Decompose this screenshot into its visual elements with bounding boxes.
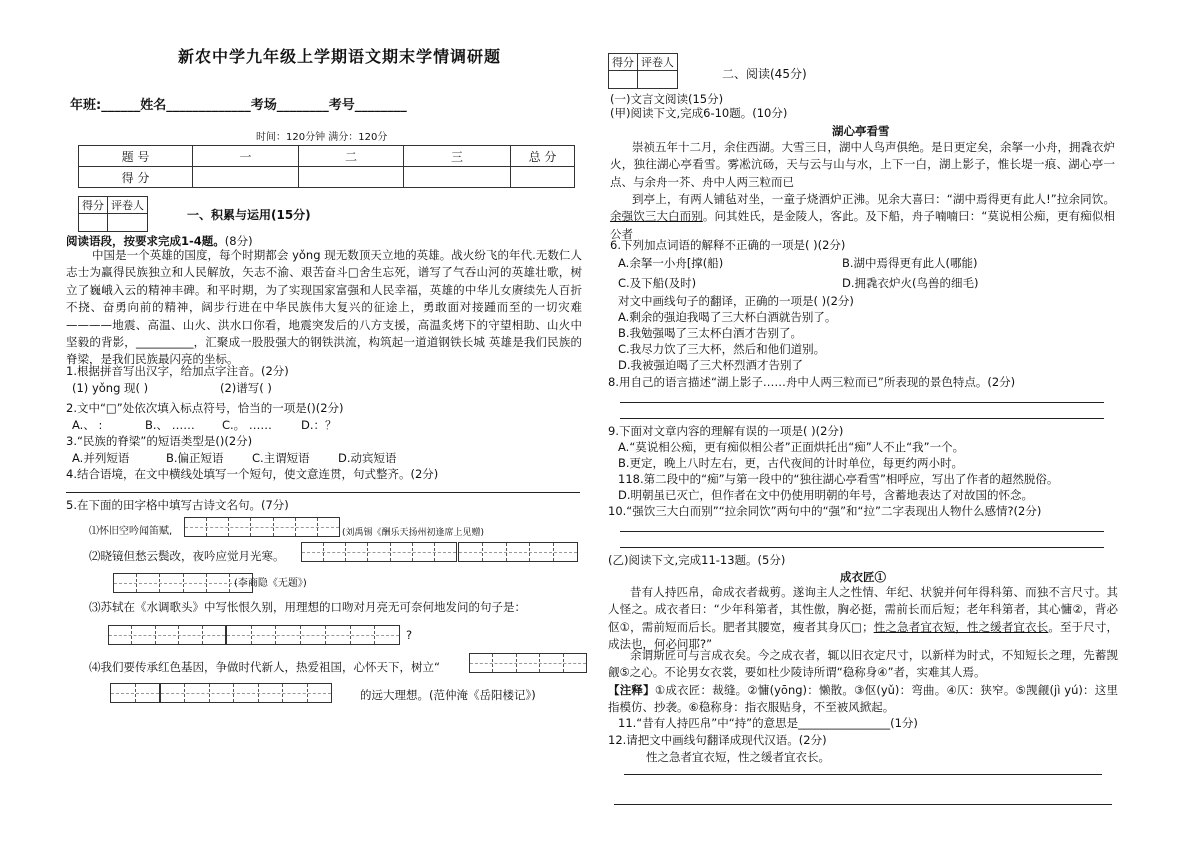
question-5-4-end: 的远大理想。(范仲淹《岳阳楼记》) bbox=[360, 688, 536, 702]
question-1: 1.根据拼音写出汉字，给加点字注音。(2分) bbox=[66, 364, 289, 378]
writing-grid[interactable] bbox=[301, 542, 457, 562]
section2-heading: 二、阅读(45分) bbox=[722, 67, 807, 81]
notes-text: ①成衣匠：裁缝。②慵(yōng)：懒散。③伛(yǔ)：弯曲。④仄：狭窄。⑤觊觎(jì yú)：这里指模仿、抄袭。⑥稳称身：指衣服贴身，不至被风掀起。 bbox=[608, 683, 1118, 715]
option-6c[interactable]: C.及下船(及时) bbox=[618, 276, 697, 290]
score-table bbox=[78, 145, 575, 188]
passage-b-text: 。至于尺寸，成法也，何必问耶?” bbox=[608, 619, 1119, 652]
question-5-1-source: (刘禹锡《酬乐天扬州初逢席上见赠) bbox=[342, 528, 485, 538]
student-info-line: 年班:______姓名_____________考场________考号________ bbox=[70, 98, 407, 113]
question-11: 11.“昔有人持匹帛”中“持”的意思是________________(1分) bbox=[618, 716, 918, 730]
notes-label: 【注释】 bbox=[608, 683, 655, 697]
section1-passage: 中国是一个英雄的国度，每个时期都会 yǒng 现无数顶天立地的英雄。战火纷飞的年代.无数仁人志士为赢得民族独立和人民解放，矢志不渝、艰苦奋斗□舍生忘死，谱写了气吞山河的英雄壮歌，树立了巍峨入云的精神丰碑。和平时期，为了实现国家富强和人民幸福，英雄的中华儿女赓续先人百折不挠、奋勇向前的精神，阔步行进在中华民族伟大复兴的征途上，勇敢面对接踵而至的一切灾难————地震、高温、山火、洪水口你看，地震突发后的八方支援，高温炙烤下的守望相助、山火中坚毅的背影，__________，汇聚成一股股强大的钢铁洪流，构筑起一道道钢铁长城 英雄是我们民族的脊梁，是我们民族最闪亮的坐标。 bbox=[66, 248, 582, 367]
option-3b[interactable]: B.偏正短语 bbox=[166, 451, 224, 465]
writing-grid[interactable] bbox=[110, 683, 160, 703]
scorer-input[interactable] bbox=[79, 214, 108, 232]
score-header-cell: 总 分 bbox=[511, 146, 575, 167]
score-input-cell[interactable] bbox=[404, 167, 511, 188]
score-header-cell: 一 bbox=[193, 146, 299, 167]
option-2a[interactable]: A.、 : bbox=[72, 418, 103, 432]
question-5-2: ⑵晓镜但愁云鬓改，夜吟应觉月光寒。 bbox=[89, 549, 285, 563]
option-7a[interactable]: A.剩余的强迫我喝了三大杯白酒就告别了。 bbox=[618, 310, 837, 324]
question-5-1: ⑴怀旧空吟闻笛赋, bbox=[89, 526, 173, 537]
option-9d[interactable]: D.明朝虽已灭亡，但作者在文中仍使用明朝的年号，含蓄地表达了对故国的怀念。 bbox=[618, 488, 1034, 502]
writing-grid[interactable] bbox=[113, 573, 253, 593]
scorer-box bbox=[608, 53, 678, 89]
question-9: 9.下面对文章内容的理解有误的一项是( )(2分) bbox=[608, 424, 844, 438]
option-3a[interactable]: A.并列短语 bbox=[72, 451, 130, 465]
option-3c[interactable]: C.主谓短语 bbox=[252, 451, 310, 465]
passage-b-paragraph1 bbox=[608, 584, 1118, 654]
answer-line-10[interactable] bbox=[620, 531, 1104, 532]
section1-instruction bbox=[66, 234, 253, 248]
option-9c[interactable]: 118.第二段中的“痴”与第一段中的“独往湖心亭看雪”相呼应，写出了作者的超然脱俗。 bbox=[618, 472, 1059, 486]
underlined-sentence: 性之急者宜衣短，性之缓者宜衣长 bbox=[873, 619, 1049, 634]
question-4: 4.结合语境，在文中横线处填写一个短句，使文意连贯，句式整齐。(2分) bbox=[66, 467, 439, 481]
question-5: 5.在下面的田字格中填写古诗文名句。(7分) bbox=[66, 498, 289, 512]
writing-grid[interactable] bbox=[108, 625, 226, 645]
scorer-box bbox=[78, 196, 148, 232]
passage-a-text: 。问其姓氏，是金陵人，客此。及下船，舟子喃喃曰：“莫说相公痴，更有痴似相公者 bbox=[610, 209, 1115, 241]
score-input-cell[interactable] bbox=[299, 167, 404, 188]
section2-sub1a: (甲)阅读下文,完成6-10题。(10分) bbox=[610, 106, 788, 120]
scorer-label: 得分 bbox=[609, 54, 638, 71]
scorer-label: 评卷人 bbox=[108, 197, 148, 214]
instruction-text: 阅读语段，按要求完成1-4题。 bbox=[66, 234, 225, 248]
answer-line-8[interactable] bbox=[620, 418, 1104, 419]
question-5-3: ⑶苏轼在《水调歌头》中写怅恨久别，用理想的口吻对月亮无可奈何地发问的句子是： bbox=[89, 600, 526, 614]
option-7b[interactable]: B.我勉强喝了三太杯白酒才告别了。 bbox=[618, 326, 803, 340]
page-title: 新农中学九年级上学期语文期末学情调研题 bbox=[178, 47, 502, 66]
question-3: 3.“民族的脊梁”的短语类型是()(2分) bbox=[66, 434, 253, 448]
option-6a[interactable]: A.余拏一小舟[撑(船) bbox=[618, 256, 724, 270]
question-12: 12.请把文中画线句翻译成现代汉语。(2分) bbox=[608, 733, 827, 747]
score-header-cell: 三 bbox=[404, 146, 511, 167]
writing-grid[interactable] bbox=[226, 625, 400, 645]
question-2: 2.文中“□”处依次填入标点符号，恰当的一项是()(2分) bbox=[66, 401, 344, 415]
scorer-input[interactable] bbox=[108, 214, 148, 232]
writing-grid[interactable] bbox=[458, 542, 578, 562]
question-5-3-end: ? bbox=[406, 628, 413, 642]
question-1a: (1) yǒng 现( ) bbox=[72, 381, 149, 395]
answer-line-8[interactable] bbox=[620, 402, 1104, 403]
answer-line-10[interactable] bbox=[620, 547, 1104, 548]
passage-b-paragraph2: 余谓斯匠可与言成衣矣。今之成衣者，辄以旧衣定尺寸，以新样为时式，不知短长之理，先蓄觊觎⑤之心。不论男女衣裳，要如杜少陵诗所谓“稳称身④”者，实难其人焉。 bbox=[608, 648, 1118, 680]
underlined-sentence: 余强饮三大白而别 bbox=[610, 209, 703, 224]
passage-a-paragraph2 bbox=[610, 191, 1115, 243]
score-input-cell[interactable] bbox=[511, 167, 575, 188]
section2-sub1: (一)文言文阅读(15分) bbox=[610, 92, 724, 106]
score-input-cell[interactable] bbox=[193, 167, 299, 188]
section2-sub2: (乙)阅读下文,完成11-13题。(5分) bbox=[608, 553, 786, 567]
answer-line-12[interactable] bbox=[624, 774, 1102, 775]
option-9a[interactable]: A.“莫说相公痴，更有痴似相公者”正面烘托出“痴”人不止“我”一个。 bbox=[618, 440, 965, 454]
scorer-label: 评卷人 bbox=[638, 54, 678, 71]
time-score-line: 时间：120分钟 满分：120分 bbox=[256, 132, 388, 143]
score-header-cell: 二 bbox=[299, 146, 404, 167]
question-5-4: ⑷我们要传承红色基因，争做时代新人，热爱祖国，心怀天下，树立“ bbox=[89, 660, 440, 674]
question-6: 6.下列加点词语的解释不正确的一项是( )(2分) bbox=[610, 238, 846, 252]
writing-grid[interactable] bbox=[184, 517, 340, 537]
option-6d[interactable]: D.拥毳衣炉火(鸟兽的细毛) bbox=[842, 276, 979, 290]
scorer-input[interactable] bbox=[609, 71, 638, 89]
passage-b-notes bbox=[608, 682, 1118, 717]
question-5-2-source: (李商隐《无题》) bbox=[234, 578, 307, 589]
question-12-sentence: 性之急者宜衣短，性之缓者宜衣长。 bbox=[646, 750, 830, 764]
option-7c[interactable]: C.我尽力饮了三大杯，然后和他们道别。 bbox=[618, 342, 826, 356]
question-7: 对文中画线句子的翻译，正确的一项是( )(2分) bbox=[618, 294, 854, 308]
writing-grid[interactable] bbox=[160, 683, 332, 703]
writing-grid[interactable] bbox=[469, 653, 587, 673]
question-1b: (2)谱写( ) bbox=[220, 381, 272, 395]
passage-b-text: 昔有人持匹帛，命成衣者裁剪。遂询主人之性情、年纪、状貌并何年得科第、而独不言尺寸。其人怪之。成衣者曰：“少年科第者，其性傲，胸必挺，需前长而后短；老年科第者，其心慵②，背必伛①，需前短而后长。肥者其腰宽，瘦者其身仄□； bbox=[608, 585, 1118, 634]
scorer-label: 得分 bbox=[79, 197, 108, 214]
option-6b[interactable]: B.湖中焉得更有此人(哪能) bbox=[842, 256, 978, 270]
option-3d[interactable]: D.动宾短语 bbox=[338, 451, 397, 465]
question-8: 8.用自己的语言描述“湖上影子……舟中人两三粒而已”所表现的景色特点。(2分) bbox=[608, 375, 1016, 389]
passage-a-paragraph1: 崇祯五年十二月，余住西湖。大雪三日，湖中人鸟声俱绝。是日更定矣，余拏一小舟，拥毳衣炉火，独往湖心亭看雪。雾凇沆砀，天与云与山与水，上下一白，湖上影子，惟长堤一痕、湖心亭一点、与余舟一芥、舟中人两三粒而已 bbox=[610, 140, 1115, 189]
option-2d[interactable]: D.：？ bbox=[301, 418, 337, 432]
answer-line-12[interactable] bbox=[614, 804, 1112, 805]
score-header-cell: 题 号 bbox=[79, 146, 193, 167]
passage-a-text: 到亭上，有两人铺毡对坐，一童子烧酒炉正沸。见余大喜曰：“湖中焉得更有此人!”拉余同饮。 bbox=[632, 192, 1115, 206]
option-2b[interactable]: B.、 …… bbox=[145, 418, 195, 432]
question-10: 10.“强饮三大白而别”“拉余同饮”两句中的“强”和“拉”二字表现出人物什么感情?(2分) bbox=[608, 504, 1042, 518]
option-9b[interactable]: B.更定，晚上八时左右，更，古代夜间的计时单位，每更约两小时。 bbox=[618, 456, 964, 470]
passage-a-title: 湖心亭看雪 bbox=[832, 124, 890, 138]
option-7d[interactable]: D.我被强迫喝了三犬杯烈酒才告别了 bbox=[618, 358, 804, 372]
score-label-cell: 得 分 bbox=[79, 167, 193, 188]
answer-line-4[interactable] bbox=[66, 492, 580, 493]
scorer-input[interactable] bbox=[638, 71, 678, 89]
option-2c[interactable]: C.。 …… bbox=[222, 418, 272, 432]
section1-heading: 一、积累与运用(15分) bbox=[187, 208, 311, 222]
passage-b-title: 成衣匠① bbox=[840, 570, 886, 584]
instruction-points: (8分) bbox=[224, 234, 253, 248]
